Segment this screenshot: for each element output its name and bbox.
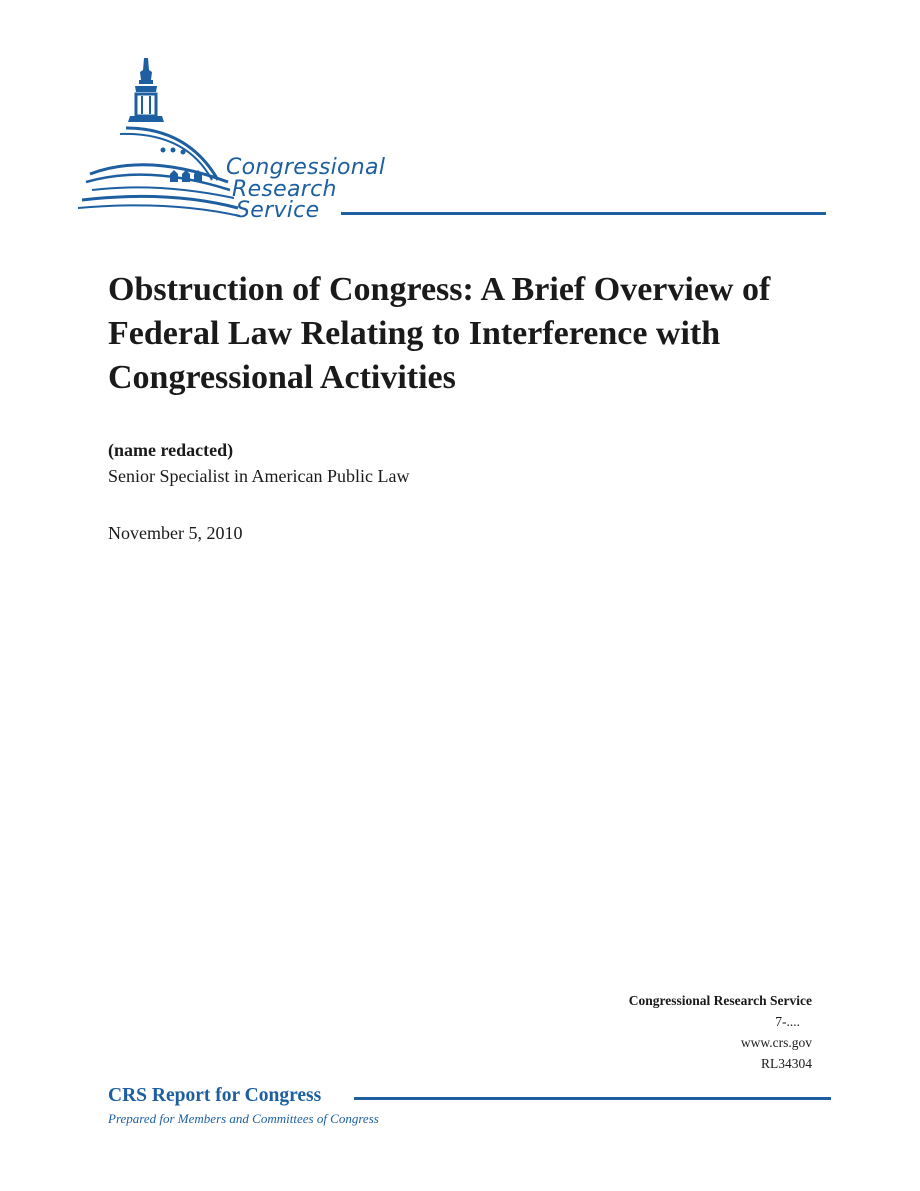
- meta-website-link[interactable]: www.crs.gov: [740, 1035, 812, 1050]
- author-name: (name redacted): [108, 440, 234, 460]
- footer-subtitle: Prepared for Members and Committees of Congress: [108, 1111, 379, 1126]
- meta-phone: 7-....: [775, 1014, 800, 1029]
- footer-title: CRS Report for Congress: [108, 1085, 322, 1106]
- author-role: Senior Specialist in American Public Law: [108, 466, 410, 486]
- meta-org: Congressional Research Service: [628, 993, 812, 1008]
- capitol-dome-icon: [78, 50, 258, 225]
- logo-rule: [341, 212, 826, 215]
- logo-text-congressional: Congressional: [226, 155, 386, 180]
- logo-text-research: Research: [232, 177, 337, 202]
- report-date: November 5, 2010: [108, 523, 243, 543]
- crs-logo: [78, 50, 838, 225]
- report-title: Obstruction of Congress: A Brief Overview of Federal Law Relating to Interference with Congressional Activities: [108, 271, 771, 396]
- footer-rule: [354, 1097, 831, 1100]
- logo-text-service: Service: [236, 198, 320, 223]
- meta-report-number: RL34304: [760, 1056, 812, 1071]
- report-meta: [629, 990, 812, 1074]
